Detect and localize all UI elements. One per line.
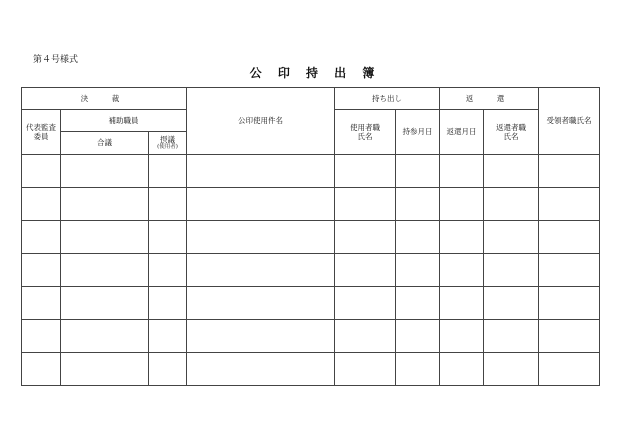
- cell-usage-subject[interactable]: [187, 287, 335, 320]
- cell-return-date[interactable]: [440, 320, 484, 353]
- header-gougi: 合議: [61, 132, 149, 155]
- cell-usage-subject[interactable]: [187, 320, 335, 353]
- table-row: [22, 221, 600, 254]
- header-return: 返 還: [440, 88, 539, 110]
- cell-usage-subject[interactable]: [187, 188, 335, 221]
- cell-returner-name[interactable]: [484, 254, 539, 287]
- cell-rep-auditor[interactable]: [22, 287, 61, 320]
- cell-rep-auditor[interactable]: [22, 320, 61, 353]
- cell-receiver-name[interactable]: [539, 188, 600, 221]
- cell-teigi[interactable]: [149, 320, 187, 353]
- cell-takeout-date[interactable]: [396, 221, 440, 254]
- header-user-name: 使用者職氏名: [335, 110, 396, 155]
- cell-takeout-date[interactable]: [396, 188, 440, 221]
- form-number-label: 第４号様式: [33, 55, 79, 65]
- header-return-date: 返還月日: [440, 110, 484, 155]
- cell-rep-auditor[interactable]: [22, 155, 61, 188]
- cell-teigi[interactable]: [149, 155, 187, 188]
- cell-teigi[interactable]: [149, 353, 187, 386]
- header-decision: 決 裁: [22, 88, 187, 110]
- header-receiver-name: 受領者職氏名: [539, 88, 600, 155]
- header-usage-subject: 公印使用件名: [187, 88, 335, 155]
- cell-return-date[interactable]: [440, 221, 484, 254]
- cell-rep-auditor[interactable]: [22, 254, 61, 287]
- cell-return-date[interactable]: [440, 353, 484, 386]
- cell-teigi[interactable]: [149, 254, 187, 287]
- cell-returner-name[interactable]: [484, 155, 539, 188]
- table-row: [22, 188, 600, 221]
- cell-rep-auditor[interactable]: [22, 188, 61, 221]
- cell-return-date[interactable]: [440, 188, 484, 221]
- cell-takeout-date[interactable]: [396, 254, 440, 287]
- header-teigi-note: (使用者): [157, 144, 178, 151]
- cell-returner-name[interactable]: [484, 320, 539, 353]
- cell-user-name[interactable]: [335, 320, 396, 353]
- table-row: [22, 254, 600, 287]
- header-returner-name: 返還者職氏名: [484, 110, 539, 155]
- cell-gougi[interactable]: [61, 254, 149, 287]
- cell-user-name[interactable]: [335, 155, 396, 188]
- cell-return-date[interactable]: [440, 155, 484, 188]
- cell-receiver-name[interactable]: [539, 221, 600, 254]
- cell-gougi[interactable]: [61, 221, 149, 254]
- cell-usage-subject[interactable]: [187, 155, 335, 188]
- cell-gougi[interactable]: [61, 353, 149, 386]
- cell-returner-name[interactable]: [484, 188, 539, 221]
- cell-receiver-name[interactable]: [539, 254, 600, 287]
- cell-gougi[interactable]: [61, 287, 149, 320]
- cell-receiver-name[interactable]: [539, 287, 600, 320]
- cell-usage-subject[interactable]: [187, 221, 335, 254]
- cell-gougi[interactable]: [61, 188, 149, 221]
- cell-user-name[interactable]: [335, 287, 396, 320]
- table-row: [22, 353, 600, 386]
- cell-return-date[interactable]: [440, 254, 484, 287]
- table-row: [22, 155, 600, 188]
- header-teigi: 摂議 (使用者): [149, 132, 187, 155]
- header-rep-auditor: 代表監査委員: [22, 110, 61, 155]
- cell-returner-name[interactable]: [484, 353, 539, 386]
- cell-gougi[interactable]: [61, 320, 149, 353]
- cell-return-date[interactable]: [440, 287, 484, 320]
- table-row: [22, 320, 600, 353]
- cell-user-name[interactable]: [335, 254, 396, 287]
- cell-takeout-date[interactable]: [396, 353, 440, 386]
- cell-teigi[interactable]: [149, 188, 187, 221]
- cell-takeout-date[interactable]: [396, 155, 440, 188]
- cell-receiver-name[interactable]: [539, 353, 600, 386]
- cell-user-name[interactable]: [335, 221, 396, 254]
- cell-takeout-date[interactable]: [396, 320, 440, 353]
- cell-gougi[interactable]: [61, 155, 149, 188]
- cell-takeout-date[interactable]: [396, 287, 440, 320]
- page-title: 公 印 持 出 簿: [249, 66, 381, 80]
- cell-teigi[interactable]: [149, 221, 187, 254]
- header-takeout: 持ち出し: [335, 88, 440, 110]
- cell-user-name[interactable]: [335, 188, 396, 221]
- cell-receiver-name[interactable]: [539, 155, 600, 188]
- cell-rep-auditor[interactable]: [22, 221, 61, 254]
- cell-returner-name[interactable]: [484, 287, 539, 320]
- header-takeout-date: 持参月日: [396, 110, 440, 155]
- cell-user-name[interactable]: [335, 353, 396, 386]
- table-row: [22, 287, 600, 320]
- cell-returner-name[interactable]: [484, 221, 539, 254]
- cell-teigi[interactable]: [149, 287, 187, 320]
- seal-takeout-ledger-table: [21, 87, 600, 386]
- cell-usage-subject[interactable]: [187, 353, 335, 386]
- cell-receiver-name[interactable]: [539, 320, 600, 353]
- header-assistant: 補助職員: [61, 110, 187, 132]
- cell-usage-subject[interactable]: [187, 254, 335, 287]
- cell-rep-auditor[interactable]: [22, 353, 61, 386]
